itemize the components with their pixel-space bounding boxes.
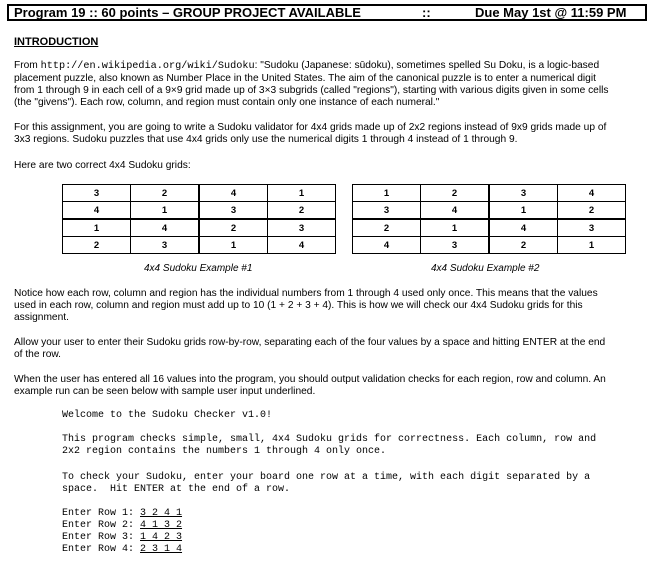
grid-cell: 1: [558, 237, 626, 254]
p1-line2: placement puzzle, also known as Number Place in the United States. The aim of the canonical puzzle is to enter a numerical digit: [14, 73, 596, 84]
sample-welcome: Welcome to the Sudoku Checker v1.0!: [62, 410, 273, 421]
sample-check-line1: To check your Sudoku, enter your board one row at a time, with each digit separated by a: [62, 472, 591, 483]
grid-cell: 2: [353, 219, 421, 237]
p5-line1: Allow your user to enter their Sudoku grids row-by-row, separating each of the four values by a space and hitting ENTER at the end: [14, 337, 606, 348]
sample-info-line2: 2x2 region contains the numbers 1 through 4 only once.: [62, 446, 387, 457]
sample-row-entry: [62, 544, 182, 556]
p1-line3: from 1 through 9 in each cell of a 9×9 grid made up of 3×3 subgrids (called "regions"), starting with various digits given in some cells: [14, 85, 609, 96]
output-paragraph: [14, 374, 642, 398]
p2-line1: For this assignment, you are going to write a Sudoku validator for 4x4 grids made up of 2x2 regions instead of 9x9 grids made up of: [14, 122, 607, 133]
row-prompt: Enter Row 1:: [62, 508, 141, 519]
grid-cell: 4: [489, 219, 558, 237]
row-prompt: Enter Row 3:: [62, 532, 141, 543]
grid-cell: 1: [489, 202, 558, 220]
grid-cell: 4: [268, 237, 336, 254]
grid-caption-2: 4x4 Sudoku Example #2: [431, 263, 540, 274]
grid-cell: 4: [353, 237, 421, 254]
grid-cell: 2: [131, 185, 200, 202]
notice-paragraph: [14, 288, 642, 324]
p1-line4: (the "givens"). Each row, column, and region must contain only one instance of each numeral.": [14, 97, 440, 108]
grid-cell: 4: [421, 202, 490, 220]
grid-cell: 2: [63, 237, 131, 254]
grids-intro: Here are two correct 4x4 Sudoku grids:: [14, 160, 191, 171]
grid-cell: 3: [558, 219, 626, 237]
grid-cell: 1: [199, 237, 268, 254]
sample-row-entry: [62, 508, 182, 520]
grid-cell: 4: [558, 185, 626, 202]
grid-cell: 1: [131, 202, 200, 220]
program-title: Program 19 :: 60 points – GROUP PROJECT AVAILABLE: [14, 5, 361, 20]
grid-cell: 2: [199, 219, 268, 237]
wikipedia-url: http://en.wikipedia.org/wiki/Sudoku: [40, 61, 255, 72]
grid-cell: 2: [558, 202, 626, 220]
grid-cell: 3: [268, 219, 336, 237]
row-user-input: 1 4 2 3: [140, 532, 183, 543]
p4-line2: used in each row, column and region must add up to 10 (1 + 2 + 3 + 4). This is how we will check our 4x4 Sudoku grids for this: [14, 300, 583, 311]
row-prompt: Enter Row 2:: [62, 520, 141, 531]
grid-cell: 1: [268, 185, 336, 202]
program-header: [7, 4, 647, 21]
sudoku-grid-example-2: [352, 184, 626, 254]
sudoku-grid-example-1: [62, 184, 336, 254]
grid-cell: 3: [63, 185, 131, 202]
sample-row-entry: [62, 532, 182, 544]
sample-check-line2: space. Hit ENTER at the end of a row.: [62, 484, 291, 495]
p5-line2: of the row.: [14, 349, 62, 360]
grid-caption-1: 4x4 Sudoku Example #1: [144, 263, 253, 274]
sample-row-entry: [62, 520, 182, 532]
grid-cell: 2: [489, 237, 558, 254]
input-paragraph: [14, 337, 642, 361]
p2-line2: 3x3 regions. Sudoku puzzles that use 4x4 grids only use the numerical digits 1 through 4 instead of 1 through 9.: [14, 134, 518, 145]
grid-cell: 3: [353, 202, 421, 220]
grid-cell: 4: [131, 219, 200, 237]
due-date: Due May 1st @ 11:59 PM: [475, 5, 627, 20]
grid-cell: 4: [63, 202, 131, 220]
intro-heading: INTRODUCTION: [14, 36, 99, 48]
row-user-input: 3 2 4 1: [140, 508, 183, 519]
p1-prefix: From: [14, 60, 41, 71]
assignment-paragraph: [14, 122, 642, 146]
grid-cell: 1: [63, 219, 131, 237]
grid-cell: 4: [199, 185, 268, 202]
intro-paragraph: [14, 60, 642, 109]
grid-cell: 1: [353, 185, 421, 202]
p6-line1: When the user has entered all 16 values into the program, you should output validation checks for each region, row and column. An: [14, 374, 606, 385]
p1-line1: : "Sudoku (Japanese: sūdoku), sometimes spelled Su Doku, is a logic-based: [254, 60, 600, 71]
p6-line2: example run can be seen below with sample user input underlined.: [14, 386, 316, 397]
row-prompt: Enter Row 4:: [62, 544, 141, 555]
p4-line1: Notice how each row, column and region has the individual numbers from 1 through 4 used only once. This means that the values: [14, 288, 598, 299]
p4-line3: assignment.: [14, 312, 69, 323]
grid-cell: 3: [131, 237, 200, 254]
grid-cell: 2: [421, 185, 490, 202]
grid-cell: 3: [199, 202, 268, 220]
grid-cell: 1: [421, 219, 490, 237]
row-user-input: 2 3 1 4: [140, 544, 183, 555]
header-separator: ::: [422, 5, 431, 20]
grid-cell: 2: [268, 202, 336, 220]
sample-info-line1: This program checks simple, small, 4x4 Sudoku grids for correctness. Each column, row and: [62, 434, 597, 445]
row-user-input: 4 1 3 2: [140, 520, 183, 531]
grid-cell: 3: [421, 237, 490, 254]
grid-cell: 3: [489, 185, 558, 202]
